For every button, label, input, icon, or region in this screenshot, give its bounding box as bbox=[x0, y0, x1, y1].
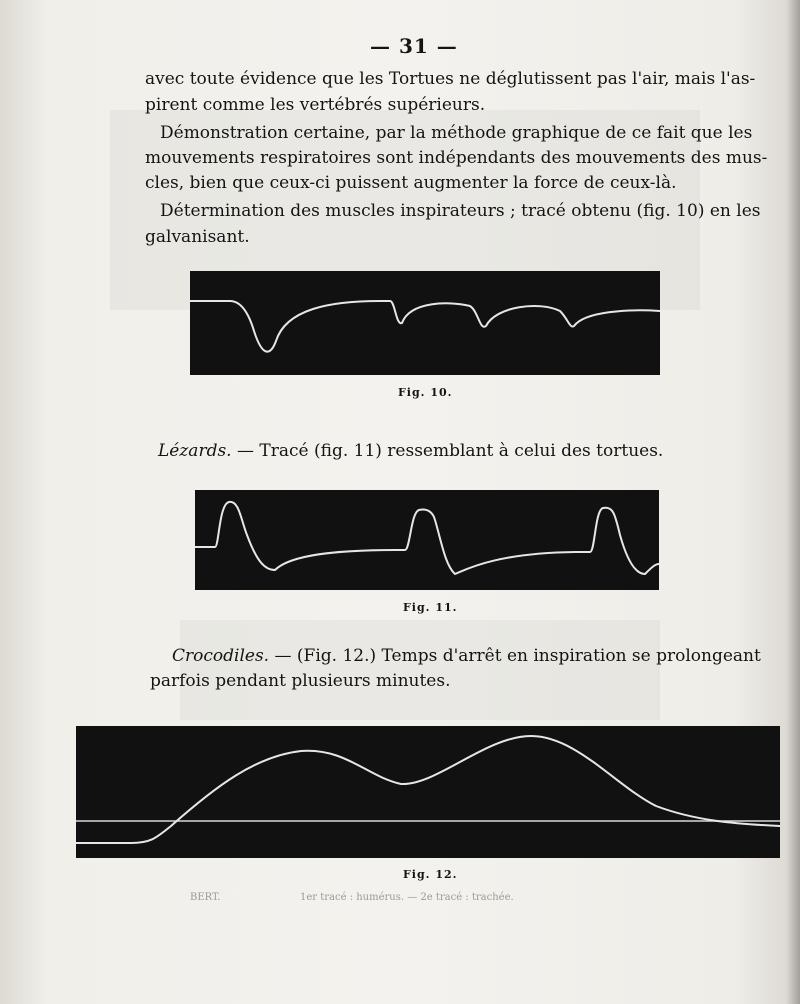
figure-10-caption: Fig. 10. bbox=[398, 386, 453, 399]
figure-10-trace bbox=[190, 271, 660, 375]
crocodiles-label: Crocodiles. bbox=[172, 646, 270, 666]
lezards-text: — Tracé (fig. 11) ressemblant à celui des tortues. bbox=[231, 441, 664, 461]
figure-11-caption: Fig. 11. bbox=[403, 601, 458, 614]
page-number: — 31 — bbox=[370, 34, 458, 58]
body-text-line: parfois pendant plusieurs minutes. bbox=[150, 671, 451, 691]
fig10-trace-line bbox=[190, 301, 660, 352]
crocodiles-text: — (Fig. 12.) Temps d'arrêt en inspiration se prolongeant bbox=[269, 646, 761, 666]
figure-12-trace bbox=[76, 726, 780, 858]
body-text-line: pirent comme les vertébrés supérieurs. bbox=[145, 95, 486, 115]
fig11-trace-line bbox=[195, 502, 659, 574]
body-text-line: galvanisant. bbox=[145, 227, 250, 247]
footer-right: 1er tracé : humérus. — 2e tracé : trachée. bbox=[300, 892, 514, 903]
body-text-line: mouvements respiratoires sont indépendants des mouvements des mus- bbox=[145, 148, 768, 168]
body-text-line: avec toute évidence que les Tortues ne déglutissent pas l'air, mais l'as- bbox=[145, 69, 756, 89]
page-edge-shadow bbox=[786, 0, 800, 1004]
footer-left: BERT. bbox=[190, 892, 221, 903]
body-text-line: Démonstration certaine, par la méthode graphique de ce fait que les bbox=[160, 123, 753, 143]
lezards-label: Lézards. bbox=[158, 441, 232, 461]
fig12-trace-line bbox=[76, 736, 780, 843]
lezards-paragraph bbox=[158, 440, 663, 462]
body-text-line: cles, bien que ceux-ci puissent augmenter la force de ceux-là. bbox=[145, 173, 677, 193]
figure-12-caption: Fig. 12. bbox=[403, 868, 458, 881]
crocodiles-paragraph bbox=[172, 645, 761, 667]
body-text-line: Détermination des muscles inspirateurs ; tracé obtenu (fig. 10) en les bbox=[160, 201, 761, 221]
figure-11-trace bbox=[195, 490, 659, 590]
